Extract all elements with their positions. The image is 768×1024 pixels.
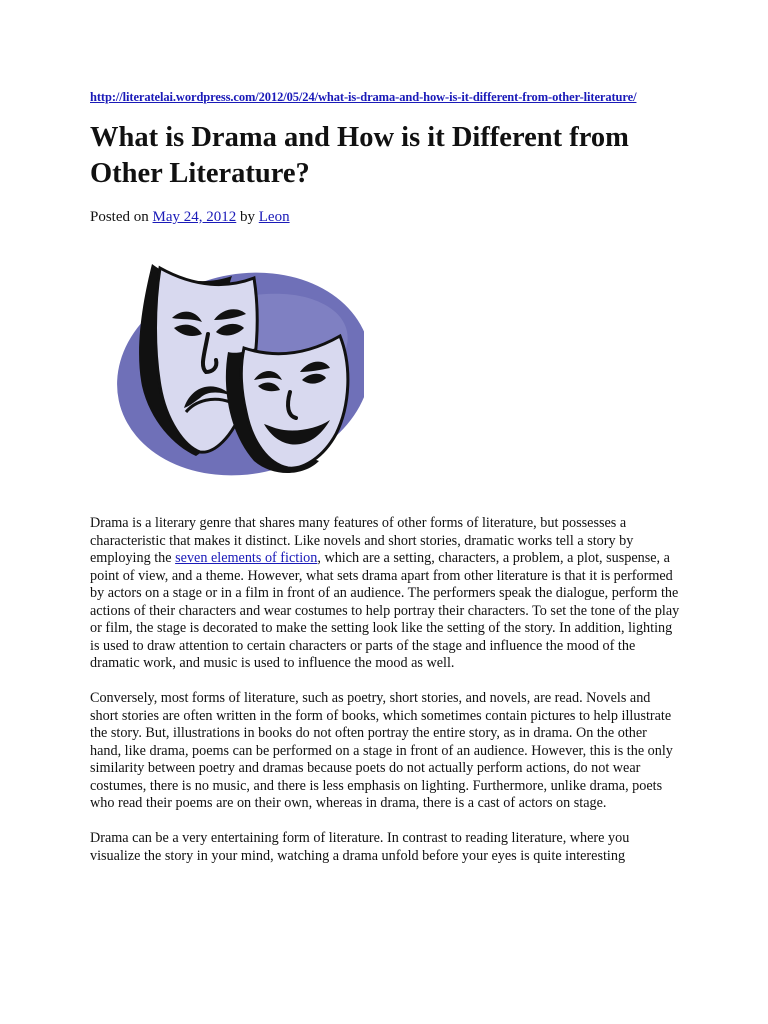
article-title: What is Drama and How is it Different from Other Literature? bbox=[90, 122, 629, 189]
seven-elements-of-fiction-link[interactable]: seven elements of fiction bbox=[175, 550, 318, 566]
paragraph-1-text-start: Drama is a literary genre that shares many features of other forms of literature, but possesses a characteristic that makes it distinct. Like novels and short stories, dramatic works tell a story by employing the bbox=[90, 515, 634, 566]
posted-on-label: Posted on bbox=[90, 209, 149, 225]
body-paragraph-1 bbox=[90, 515, 680, 673]
byline bbox=[90, 207, 290, 227]
body-paragraph-3: Drama can be a very entertaining form of literature. In contrast to reading literature, where you visualize the story in your mind, watching a drama unfold before your eyes is quite interesting bbox=[90, 830, 630, 864]
article-body bbox=[90, 515, 680, 883]
paragraph-1-text-end: , which are a setting, characters, a problem, a plot, suspense, a point of view, and a theme. However, what sets drama apart from other literature is that it is performed by actors on a stage or in a film in front of an audience. The performers speak the dialogue, perform the actions of their characters and wear costumes to help portray their characters. To set the tone of the play or film, the stage is decorated to make the setting look like the setting of the story. In addition, lighting is used to draw attention to certain characters or parts of the stage and influence the mood of the dramatic work, and music is used to influence the mood as well. bbox=[90, 550, 680, 671]
post-date-link[interactable]: May 24, 2012 bbox=[152, 209, 237, 225]
body-paragraph-2: Conversely, most forms of literature, such as poetry, short stories, and novels, are read. Novels and short stories are often written in the form of books, which sometimes contain pictures to help illustrate the story. But, illustrations in books do not often portray the entire story, as in drama. On the other hand, like drama, poems can be performed on a stage in front of an audience. However, this is the only similarity between poetry and dramas because poets do not actually perform actions, do not wear costumes, there is no music, and there is less emphasis on lighting. Furthermore, unlike drama, poets who read their poems are on their own, whereas in drama, there is a cast of actors on stage. bbox=[90, 690, 673, 811]
by-label: by bbox=[240, 209, 256, 225]
drama-masks-icon bbox=[104, 256, 364, 481]
author-link[interactable]: Leon bbox=[258, 209, 290, 225]
source-url-link[interactable]: http://literatelai.wordpress.com/2012/05/24/what-is-drama-and-how-is-it-different-from-other-literature/ bbox=[90, 90, 637, 104]
